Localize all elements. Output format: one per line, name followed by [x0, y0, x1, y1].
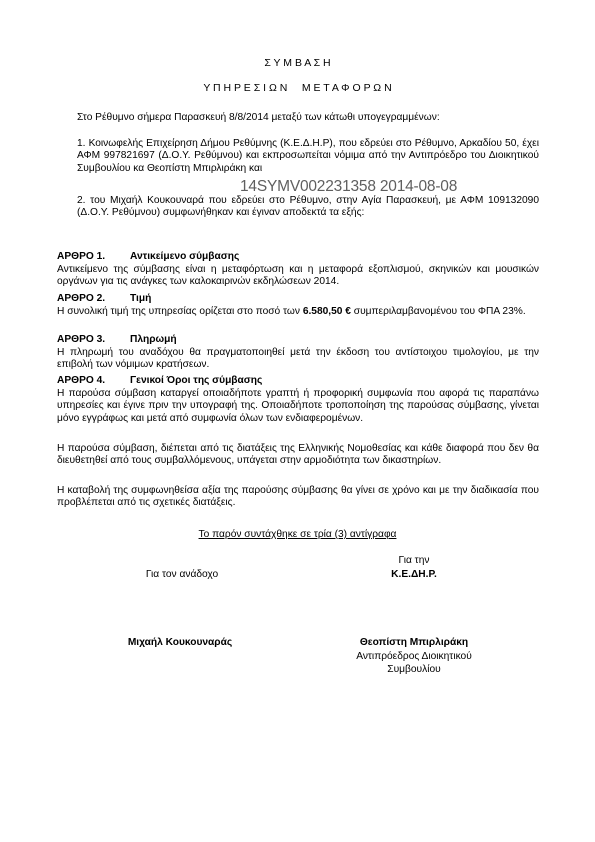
article-1-heading: [57, 251, 539, 263]
signature-right-org: Κ.Ε.ΔΗ.Ρ.: [391, 569, 437, 580]
article-2-label: ΑΡΘΡΟ 2.: [57, 293, 106, 304]
article-2-amount: 6.580,50 €: [302, 306, 351, 317]
article-4-paragraph-2: Η παρούσα σύμβαση, διέπεται από τις διατάξεις της Ελληνικής Νομοθεσίας και κάθε διαφορά που δεν θα διευθετηθεί από τους συμβαλλόμενους, υπάγεται στην αρμοδιότητα των δικαστηρίων.: [57, 443, 539, 467]
article-2-title: Τιμή: [130, 293, 152, 304]
subtitle-text: Υ Π Η Ρ Ε Σ Ι Ω Ν Μ Ε Τ Α Φ Ο Ρ Ω Ν: [203, 82, 392, 94]
article-4-label: ΑΡΘΡΟ 4.: [57, 375, 106, 386]
article-3-title: Πληρωμή: [130, 334, 177, 345]
article-4-title: Γενικοί Όροι της σύμβασης: [130, 375, 263, 386]
article-4-heading: [57, 375, 539, 387]
copies-note: Το παρόν συντάχθηκε σε τρία (3) αντίγραφα: [198, 529, 397, 540]
signature-left-label: Για τον ανάδοχο: [145, 569, 219, 580]
article-2-text: [57, 306, 539, 318]
signature-right-name: Θεοπίστη Μπιρλιράκη: [359, 637, 469, 648]
intro-text: Στο Ρέθυμνο σήμερα Παρασκευή 8/8/2014 μεταξύ των κάτωθι υπογεγραμμένων:: [77, 112, 440, 123]
article-1-text: Αντικείμενο της σύμβασης είναι η μεταφόρτωση και η μεταφορά εξοπλισμού, σκηνικών και μουσικών οργάνων για τις ανάγκες των καλοκαιρινών εκδηλώσεων 2014.: [57, 264, 539, 288]
signature-left-name: Μιχαήλ Κουκουναράς: [127, 637, 233, 648]
party-1-text: 1. Κοινωφελής Επιχείρηση Δήμου Ρεθύμνης (Κ.Ε.Δ.Η.Ρ), που εδρεύει στο Ρέθυμνο, Αρκαδίου 50, έχει ΑΦΜ 997821697 (Δ.Ο.Υ. Ρεθύμνου) και εκπροσωπείται νόμιμα από την Αντιπρόεδρο του Διοικητικού Συμβουλίου κα Θεοπίστη Μπιρλιράκη και: [77, 138, 539, 174]
article-3-text: Η πληρωμή του αναδόχου θα πραγματοποιηθεί μετά την έκδοση του αντίστοιχου τιμολογίου, με την επιβολή των νόμιμων κρατήσεων.: [57, 347, 539, 371]
signature-right-label: Για την: [398, 555, 430, 566]
article-2-heading: [57, 293, 539, 305]
article-1-title: Αντικείμενο σύμβασης: [130, 251, 240, 262]
article-4-paragraph-1: Η παρούσα σύμβαση καταργεί οποιαδήποτε γραπτή ή προφορική συμφωνία που αφορά τις παραπάνω υπηρεσίες και έγινε πριν την υπογραφή της. Οποιαδήποτε τροποποίηση της παρούσας σύμβασης, γίνεται μόνο εγγράφως και μετά από συμφωνία όλων των ενδιαφερομένων.: [57, 388, 539, 424]
article-3-heading: [57, 334, 539, 346]
signature-right-role-line2: Συμβουλίου: [387, 664, 441, 675]
article-2-text-before: Η συνολική τιμή της υπηρεσίας ορίζεται στο ποσό των: [57, 306, 303, 317]
party-2-text: 2. του Μιχαήλ Κουκουναρά που εδρεύει στο Ρέθυμνο, στην Αγία Παρασκευή, με ΑΦΜ 109132090 (Δ.Ο.Υ. Ρεθύμνου) συμφωνήθηκαν και έγιναν αποδεκτά τα εξής:: [77, 195, 539, 219]
article-1-label: ΑΡΘΡΟ 1.: [57, 251, 106, 262]
signature-right-role-line1: Αντιπρόεδρος Διοικητικού: [356, 651, 472, 662]
article-4-paragraph-3: Η καταβολή της συμφωνηθείσα αξία της παρούσης σύμβασης θα γίνει σε χρόνο και με την διαδικασία που προβλέπεται από τις σχετικές διατάξεις.: [57, 485, 539, 509]
document-title: Σ Υ Μ Β Α Σ Η: [264, 57, 331, 69]
article-3-label: ΑΡΘΡΟ 3.: [57, 334, 106, 345]
article-2-text-after: συμπεριλαμβανομένου του ΦΠΑ 23%.: [350, 306, 526, 317]
document-subtitle: [0, 82, 595, 94]
registry-stamp: 14SYMV002231358 2014-08-08: [240, 178, 458, 195]
